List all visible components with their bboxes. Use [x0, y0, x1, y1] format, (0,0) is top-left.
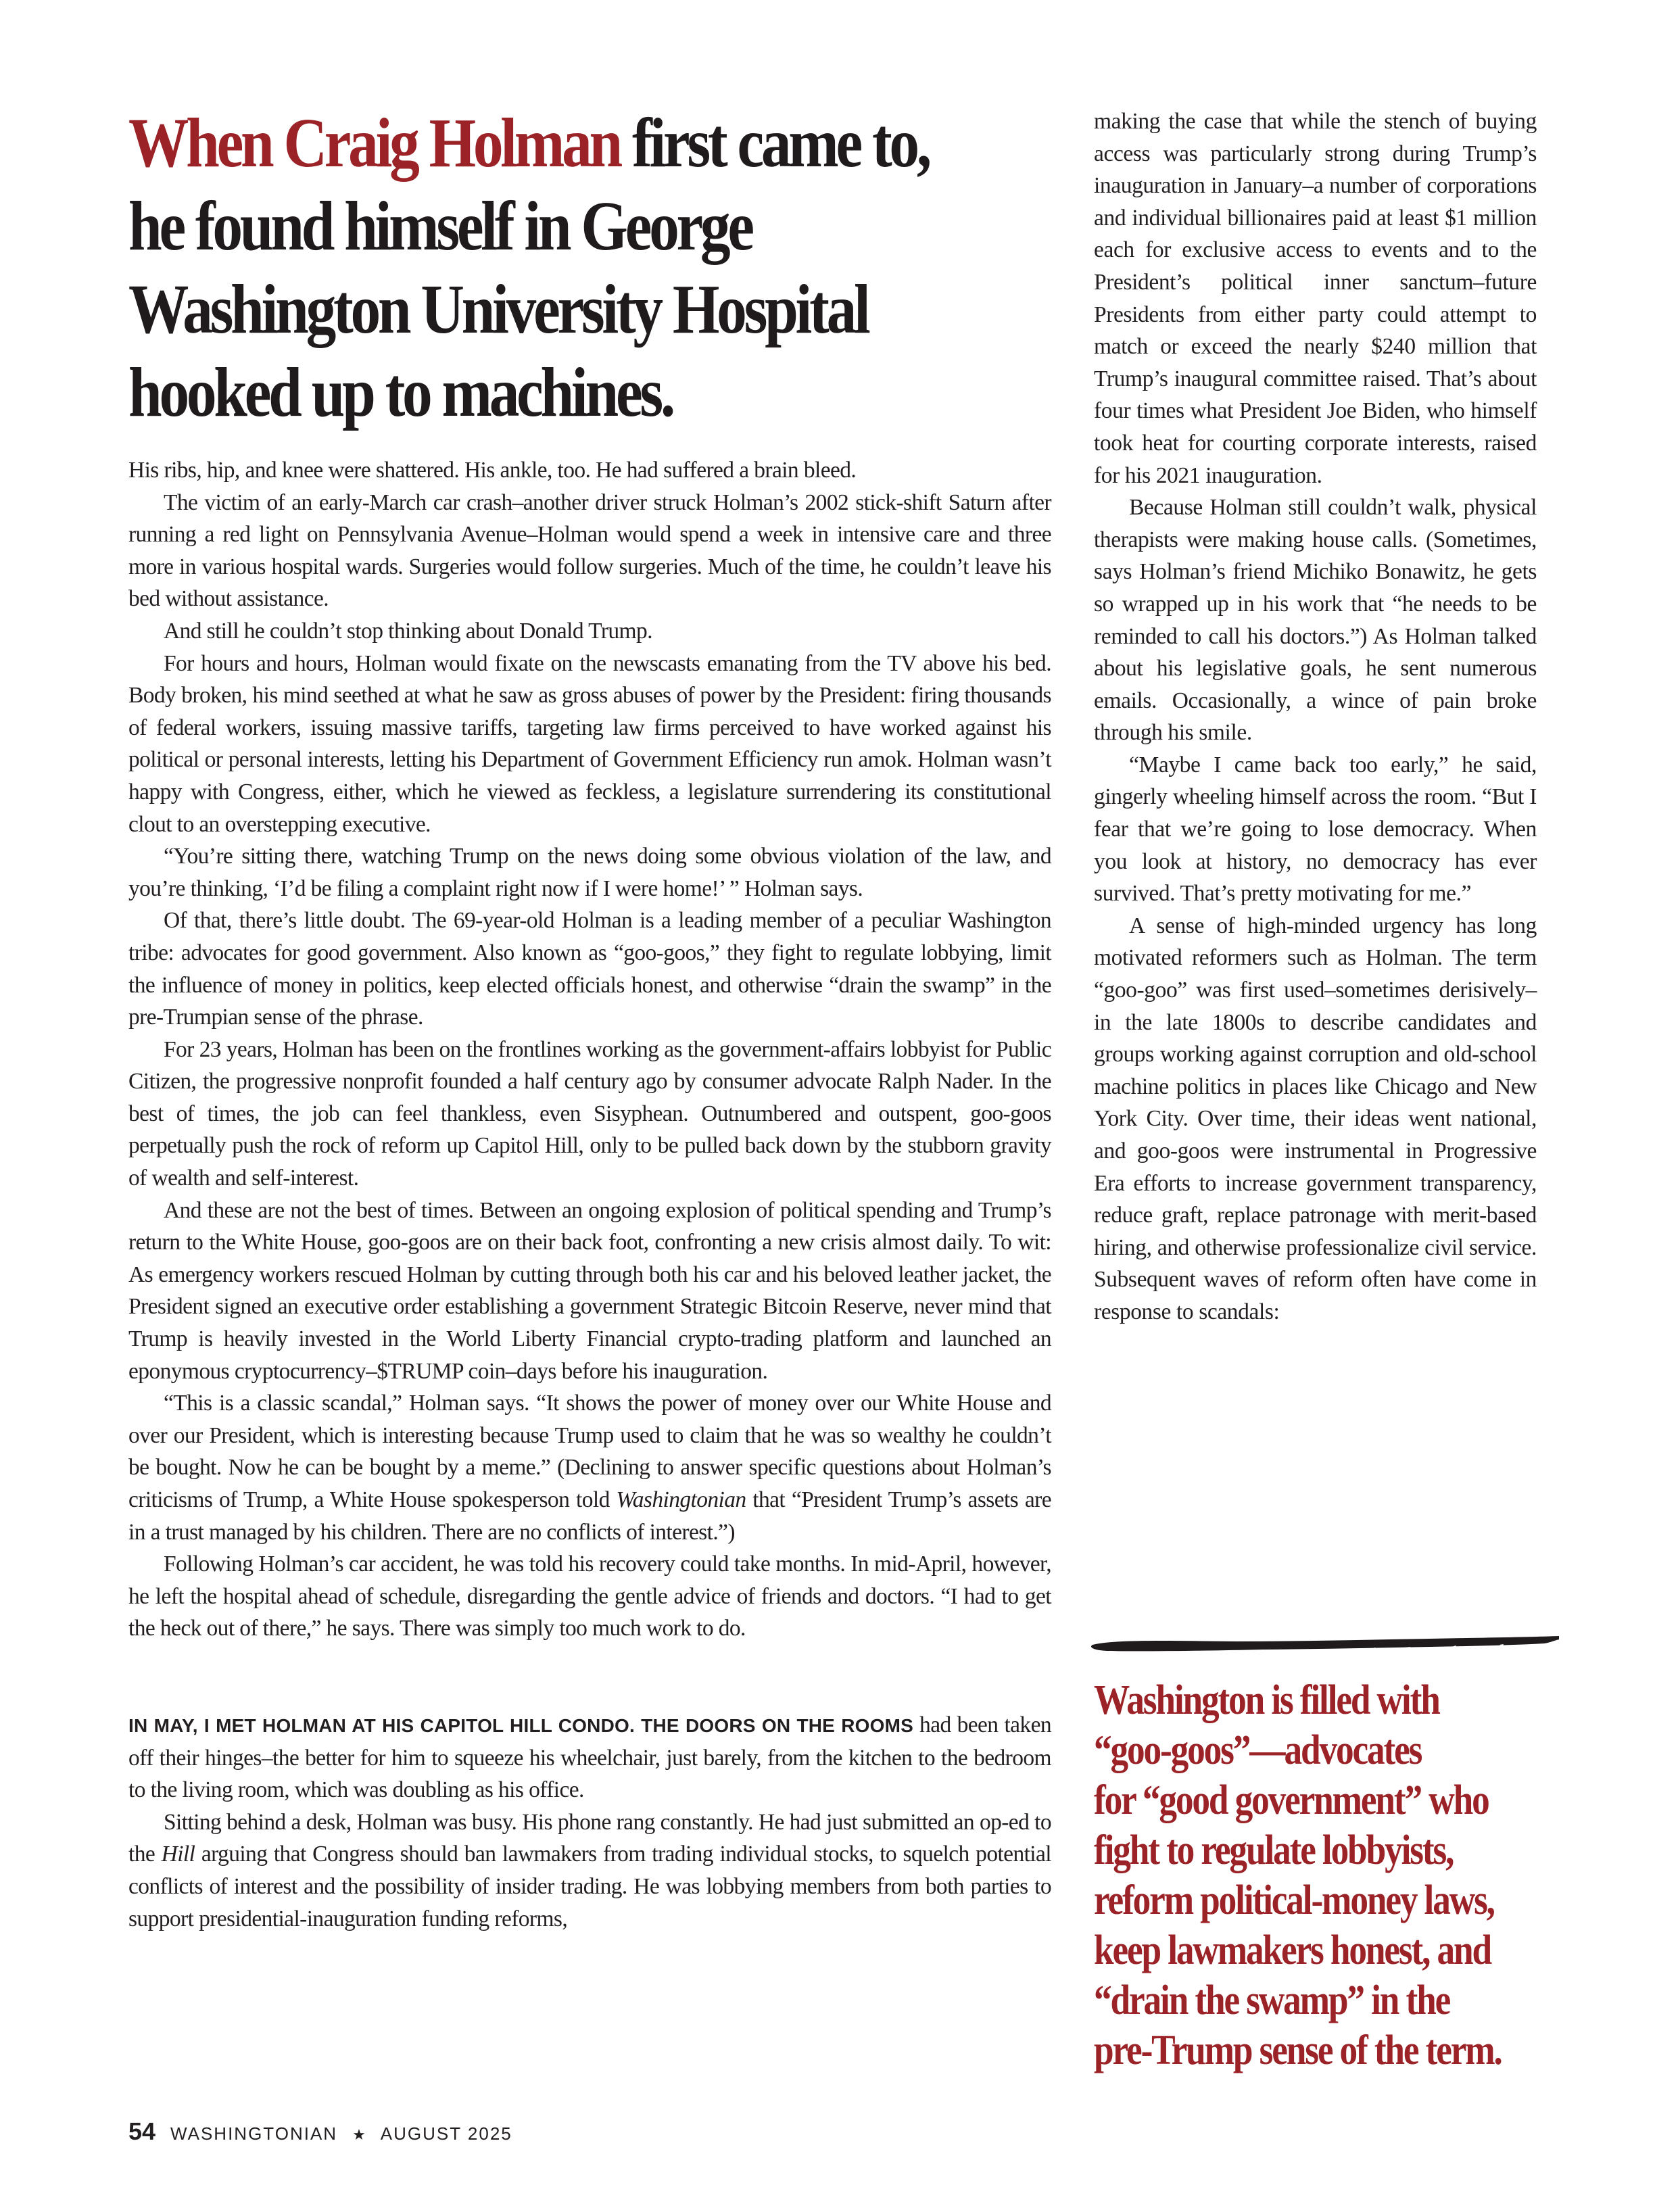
pull-quote-line: pre-Trump sense of the term. [1094, 2027, 1502, 2073]
left-column [128, 454, 1051, 1935]
paragraph: “Maybe I came back too early,” he said, gingerly wheeling himself across the room. “But I fear that we’re going to lose democracy. When you look at history, no democracy has ever survived. That’s pretty motivating for me.” [1094, 752, 1537, 907]
magazine-name: WASHINGTONIAN [170, 2123, 338, 2144]
paragraph: For hours and hours, Holman would fixate on the newscasts emanating from the TV above his bed. Body broken, his mind seethed at what he saw as gross abuses of power by the President: firing thousands of federal workers, issuing massive tariffs, targeting law firms perceived to have worked against his political or personal interests, letting his Department of Government Efficiency run amok. Holman wasn’t happy with Congress, either, which he viewed as feckless, a legislature surrendering its constitutional clout to an overstepping executive. [128, 650, 1051, 837]
paragraph [128, 1806, 1051, 1935]
paragraph: making the case that while the stench of buying access was particularly strong during Trump’s inauguration in January–a number of corporations and individual billionaires paid at least $1 million each for exclusive access to events and to the President’s political inner sanctum–future Presidents from either party could attempt to match or exceed the nearly $240 million that Trump’s inaugural committee raised. That’s about four times what President Joe Biden, who himself took heat for courting corporate interests, raised for his 2021 inauguration. [1094, 109, 1537, 488]
headline-accent: When Craig Holman [128, 104, 620, 182]
issue-date: AUGUST 2025 [380, 2123, 512, 2144]
pull-quote-line: reform political-money laws, [1094, 1877, 1494, 1923]
article-headline [128, 101, 931, 434]
paragraph: A sense of high-minded urgency has long motivated reformers such as Holman. The term “goo-goo” was first used–sometimes derisively–in the late 1800s to describe candidates and groups working against corruption and old-school machine politics in places like Chicago and New York City. Over time, their ideas went national, and goo-goos were instrumental in Progressive Era efforts to increase government transparency, reduce graft, replace patronage with merit-based hiring, and otherwise professionalize civil service. Subsequent waves of reform often have come in response to scandals: [1094, 913, 1537, 1324]
headline-rest: first came to, he found himself in George Washington University Hospital hooked up to machines. [128, 104, 929, 431]
text-run: had been taken off their hinges–the better for him to squeeze his wheelchair, just barely, from the kitchen to the bedroom to the living room, which was doubling as his office. [128, 1712, 1051, 1803]
quote-paragraph [128, 1387, 1051, 1548]
section-lede [128, 1709, 1051, 1806]
page-number: 54 [128, 2117, 156, 2145]
paragraph: Following Holman’s car accident, he was told his recovery could take months. In mid-April, however, he left the hospital ahead of schedule, disregarding the gentle advice of friends and doctors. “I had to get the heck out of there,” he says. There was simply too much work to do. [128, 1552, 1051, 1641]
text-run: Sitting behind a desk, Holman was busy. His phone rang constantly. He had just submitted an op-ed to the [128, 1809, 1051, 1867]
pull-quote [1094, 1675, 1512, 2075]
section-break [128, 1645, 1051, 1709]
pull-quote-line: Washington is filled with [1094, 1677, 1439, 1723]
pull-quote-line: fight to regulate lobbyists, [1094, 1827, 1454, 1873]
paragraph: Because Holman still couldn’t walk, physical therapists were making house calls. (Sometimes, says Holman’s friend Michiko Bonawitz, he gets so wrapped up in his work that “he needs to be reminded to call his doctors.”) As Holman talked about his legislative goals, he sent numerous emails. Occasionally, a wince of pain broke through his smile. [1094, 495, 1537, 746]
star-icon: ★ [352, 2126, 366, 2143]
pull-quote-line: keep lawmakers honest, and [1094, 1927, 1491, 1973]
paragraph: “You’re sitting there, watching Trump on the news doing some obvious violation of the law, and you’re thinking, ‘I’d be filing a complaint right now if I were home!’ ” Holman says. [128, 844, 1051, 901]
pull-quote-line: “goo-goos”—advocates [1094, 1727, 1422, 1773]
text-run: arguing that Congress should ban lawmakers from trading individual stocks, to squelch potential conflicts of interest and the possibility of insider trading. He was lobbying members from both parties to support presidential-inauguration funding reforms, [128, 1842, 1051, 1931]
publication-name: Washingtonian [616, 1487, 746, 1512]
paragraph: Of that, there’s little doubt. The 69-year-old Holman is a leading member of a peculiar Washington tribe: advocates for good government. Also known as “goo-goos,” they fight to regulate lobbying, limit the influence of money in politics, keep elected officials honest, and otherwise “drain the swamp” in the pre-Trumpian sense of the phrase. [128, 908, 1051, 1030]
brush-stroke-divider [1087, 1633, 1560, 1657]
lede-caps: IN MAY, I MET HOLMAN AT HIS CAPITOL HILL CONDO. THE DOORS ON THE ROOMS [128, 1714, 914, 1736]
paragraph: His ribs, hip, and knee were shattered. His ankle, too. He had suffered a brain bleed. [128, 458, 857, 483]
paragraph: The victim of an early-March car crash–another driver struck Holman’s 2002 stick-shift Saturn after running a red light on Pennsylvania Avenue–Holman would spend a week in intensive care and three more in various hospital wards. Surgeries would follow surgeries. Much of the time, he couldn’t leave his bed without assistance. [128, 489, 1051, 612]
right-column [1094, 105, 1537, 1328]
paragraph: And still he couldn’t stop thinking about Donald Trump. [164, 618, 652, 644]
text-run: that “President Trump’s assets are in a trust managed by his children. There are no conflicts of interest.”) [128, 1487, 1051, 1545]
page-footer [128, 2117, 512, 2146]
paragraph: And these are not the best of times. Between an ongoing explosion of political spending and Trump’s return to the White House, goo-goos are on their back foot, confronting a new crisis almost daily. To wit: As emergency workers rescued Holman by cutting through both his car and his beloved leather jacket, the President signed an executive order establishing a government Strategic Bitcoin Reserve, never mind that Trump is heavily invested in the World Liberty Financial crypto-trading platform and launched an eponymous cryptocurrency–$TRUMP coin–days before his inauguration. [128, 1197, 1051, 1384]
pull-quote-line: “drain the swamp” in the [1094, 1977, 1450, 2023]
pull-quote-line: for “good government” who [1094, 1777, 1489, 1823]
paragraph: For 23 years, Holman has been on the frontlines working as the government-affairs lobbyist for Public Citizen, the progressive nonprofit founded a half century ago by consumer advocate Ralph Nader. In the best of times, the job can feel thankless, even Sisyphean. Outnumbered and outspent, goo-goos perpetually push the rock of reform up Capitol Hill, only to be pulled back down by the stubborn gravity of wealth and self-interest. [128, 1036, 1051, 1191]
publication-name: Hill [161, 1842, 195, 1867]
text-run: “This is a classic scandal,” Holman says. “It shows the power of money over our White House and over our President, which is interesting because Trump used to claim that he was so wealthy he couldn’t be bought. Now he can be bought by a meme.” (Declining to answer specific questions about Holman’s criticisms of Trump, a White House spokesperson told [128, 1391, 1051, 1512]
